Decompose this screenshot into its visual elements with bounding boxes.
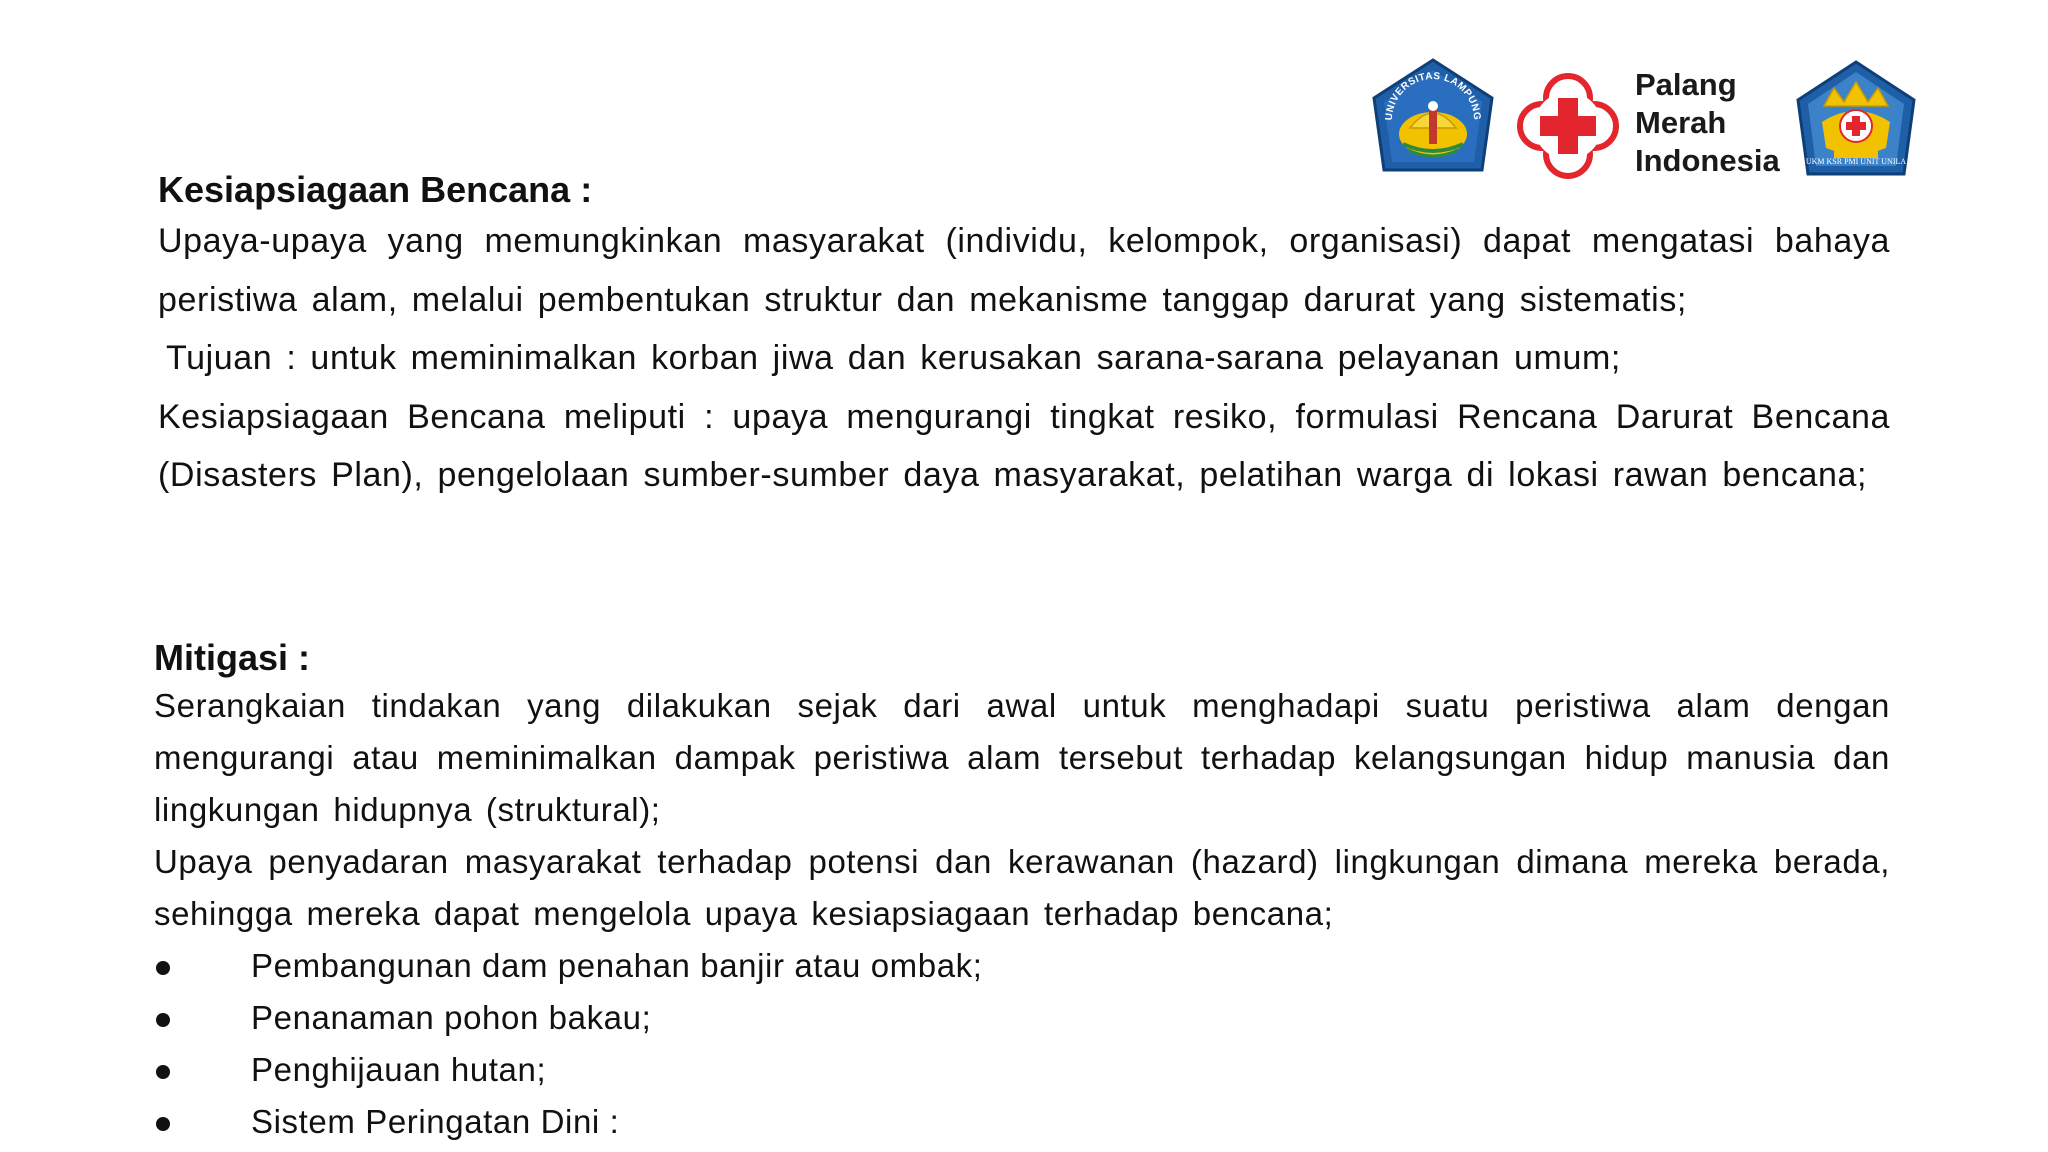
list-item-text: Sistem Peringatan Dini : <box>251 1103 620 1140</box>
list-item-text: Penanaman pohon bakau; <box>251 999 652 1036</box>
list-item-text: Penghijauan hutan; <box>251 1051 547 1088</box>
pmi-wordmark <box>1635 66 1780 180</box>
ksr-emblem-text: UKM KSR PMI UNIT UNILA <box>1805 157 1907 166</box>
heading-mitigasi: Mitigasi : <box>154 637 311 678</box>
list-item-text: Pembangunan dam penahan banjir atau ombak; <box>251 947 983 984</box>
section-mitigasi <box>154 636 1890 1148</box>
bullet-icon <box>156 1117 170 1131</box>
bullet-icon <box>156 961 170 975</box>
pmi-line-1: Palang <box>1635 67 1737 102</box>
pmi-line-2: Merah <box>1635 105 1727 140</box>
ksr-pmi-unila-emblem-icon <box>1794 60 1918 184</box>
universitas-lampung-seal-icon <box>1370 58 1496 182</box>
bullet-icon <box>156 1065 170 1079</box>
mitigation-measures-list <box>154 940 1890 1148</box>
paragraph-definition: Upaya-upaya yang memungkinkan masyarakat (individu, kelompok, organisasi) dapat mengatasi bahaya peristiwa alam, melalui pembentukan struktur dan mekanisme tanggap darurat yang sistematis; <box>158 222 1890 319</box>
paragraph-meliputi: Kesiapsiagaan Bencana meliputi : upaya mengurangi tingkat resiko, formulasi Rencana Darurat Bencana (Disasters Plan), pengelolaan sumber-sumber daya masyarakat, pelatihan warga di lokasi rawan bencana; <box>158 397 1890 494</box>
unila-seal-text: UNIVERSITAS LAMPUNG <box>1383 70 1483 121</box>
paragraph-penyadaran: Upaya penyadaran masyarakat terhadap potensi dan kerawanan (hazard) lingkungan dimana mereka berada, sehingga mereka dapat mengelola upaya kesiapsiagaan terhadap bencana; <box>154 843 1890 932</box>
bullet-icon <box>156 1013 170 1027</box>
red-cross-icon <box>1512 72 1624 180</box>
list-item <box>154 1044 1890 1096</box>
list-item <box>154 940 1890 992</box>
list-item <box>154 992 1890 1044</box>
paragraph-tujuan: Tujuan : untuk meminimalkan korban jiwa dan kerusakan sarana-sarana pelayanan umum; <box>166 339 1621 377</box>
section-kesiapsiagaan <box>158 168 1890 505</box>
heading-kesiapsiagaan: Kesiapsiagaan Bencana : <box>158 169 593 210</box>
paragraph-mitigasi-definition: Serangkaian tindakan yang dilakukan sejak dari awal untuk menghadapi suatu peristiwa alam dengan mengurangi atau meminimalkan dampak peristiwa alam tersebut terhadap kelangsungan hidup manusia dan lingkungan hidupnya (struktural); <box>154 687 1890 828</box>
pmi-line-3: Indonesia <box>1635 143 1780 178</box>
list-item <box>154 1096 1890 1148</box>
